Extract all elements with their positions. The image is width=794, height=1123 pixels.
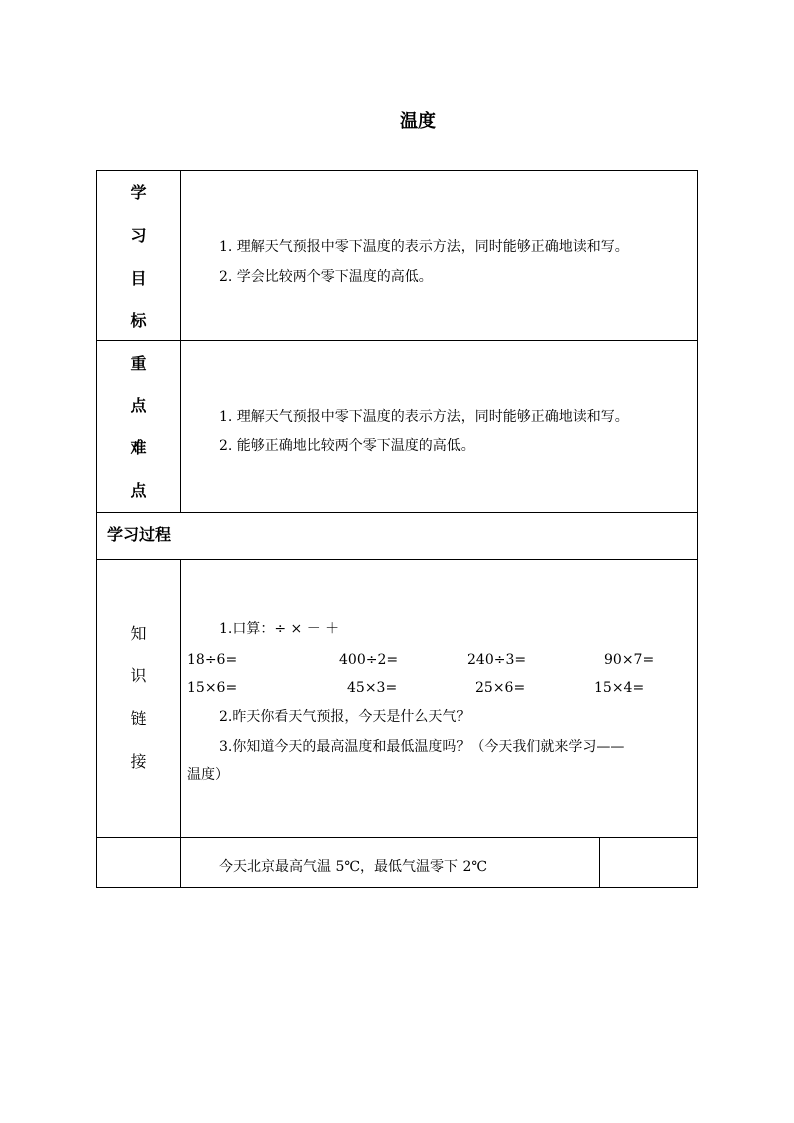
label-char: 接 xyxy=(130,752,147,771)
calc-item: 400÷2= xyxy=(339,652,399,668)
document-title: 温度 xyxy=(400,111,436,132)
label-char: 点 xyxy=(130,481,147,500)
calc-item: 45×3= xyxy=(347,680,398,696)
learning-process-row xyxy=(96,513,698,560)
key-points-row xyxy=(96,341,698,513)
calc-item: 18÷6= xyxy=(187,652,238,668)
temperature-row-label-cell xyxy=(97,838,181,887)
calc-item: 90×7= xyxy=(604,652,655,668)
label-char: 目 xyxy=(130,269,147,288)
label-char: 链 xyxy=(130,709,147,728)
label-char: 习 xyxy=(130,226,147,245)
label-char: 识 xyxy=(130,666,147,685)
temperature-row xyxy=(96,838,698,888)
key-points-label xyxy=(97,341,181,512)
question-1: 1.口算：÷ × － ＋ xyxy=(219,621,340,637)
goal-item-2: 2. 学会比较两个零下温度的高低。 xyxy=(219,269,433,285)
question-2: 2.昨天你看天气预报，今天是什么天气？ xyxy=(219,709,471,725)
calc-item: 25×6= xyxy=(475,680,526,696)
temperature-row-right-cell xyxy=(599,838,600,887)
calc-item: 15×4= xyxy=(594,680,645,696)
calc-item: 240÷3= xyxy=(467,652,527,668)
label-char: 重 xyxy=(130,354,147,373)
label-char: 点 xyxy=(130,396,147,415)
calc-item: 15×6= xyxy=(187,680,238,696)
question-3-line-2: 温度） xyxy=(187,767,229,783)
key-point-item-2: 2. 能够正确地比较两个零下温度的高低。 xyxy=(219,438,475,454)
key-point-item-1: 1. 理解天气预报中零下温度的表示方法，同时能够正确地读和写。 xyxy=(219,409,629,425)
knowledge-link-row xyxy=(96,560,698,838)
label-char: 学 xyxy=(130,183,147,202)
question-3-line-1: 3.你知道今天的最高温度和最低温度吗？（今天我们就来学习—— xyxy=(219,739,625,755)
learning-process-heading: 学习过程 xyxy=(107,525,172,544)
learning-goals-row xyxy=(96,170,698,341)
goal-item-1: 1. 理解天气预报中零下温度的表示方法，同时能够正确地读和写。 xyxy=(219,239,629,255)
label-char: 知 xyxy=(130,624,147,643)
knowledge-link-label xyxy=(97,560,181,837)
temperature-statement: 今天北京最高气温 5℃，最低气温零下 2℃ xyxy=(219,859,488,875)
learning-goals-label xyxy=(97,171,181,340)
label-char: 标 xyxy=(130,311,147,330)
label-char: 难 xyxy=(130,438,147,457)
